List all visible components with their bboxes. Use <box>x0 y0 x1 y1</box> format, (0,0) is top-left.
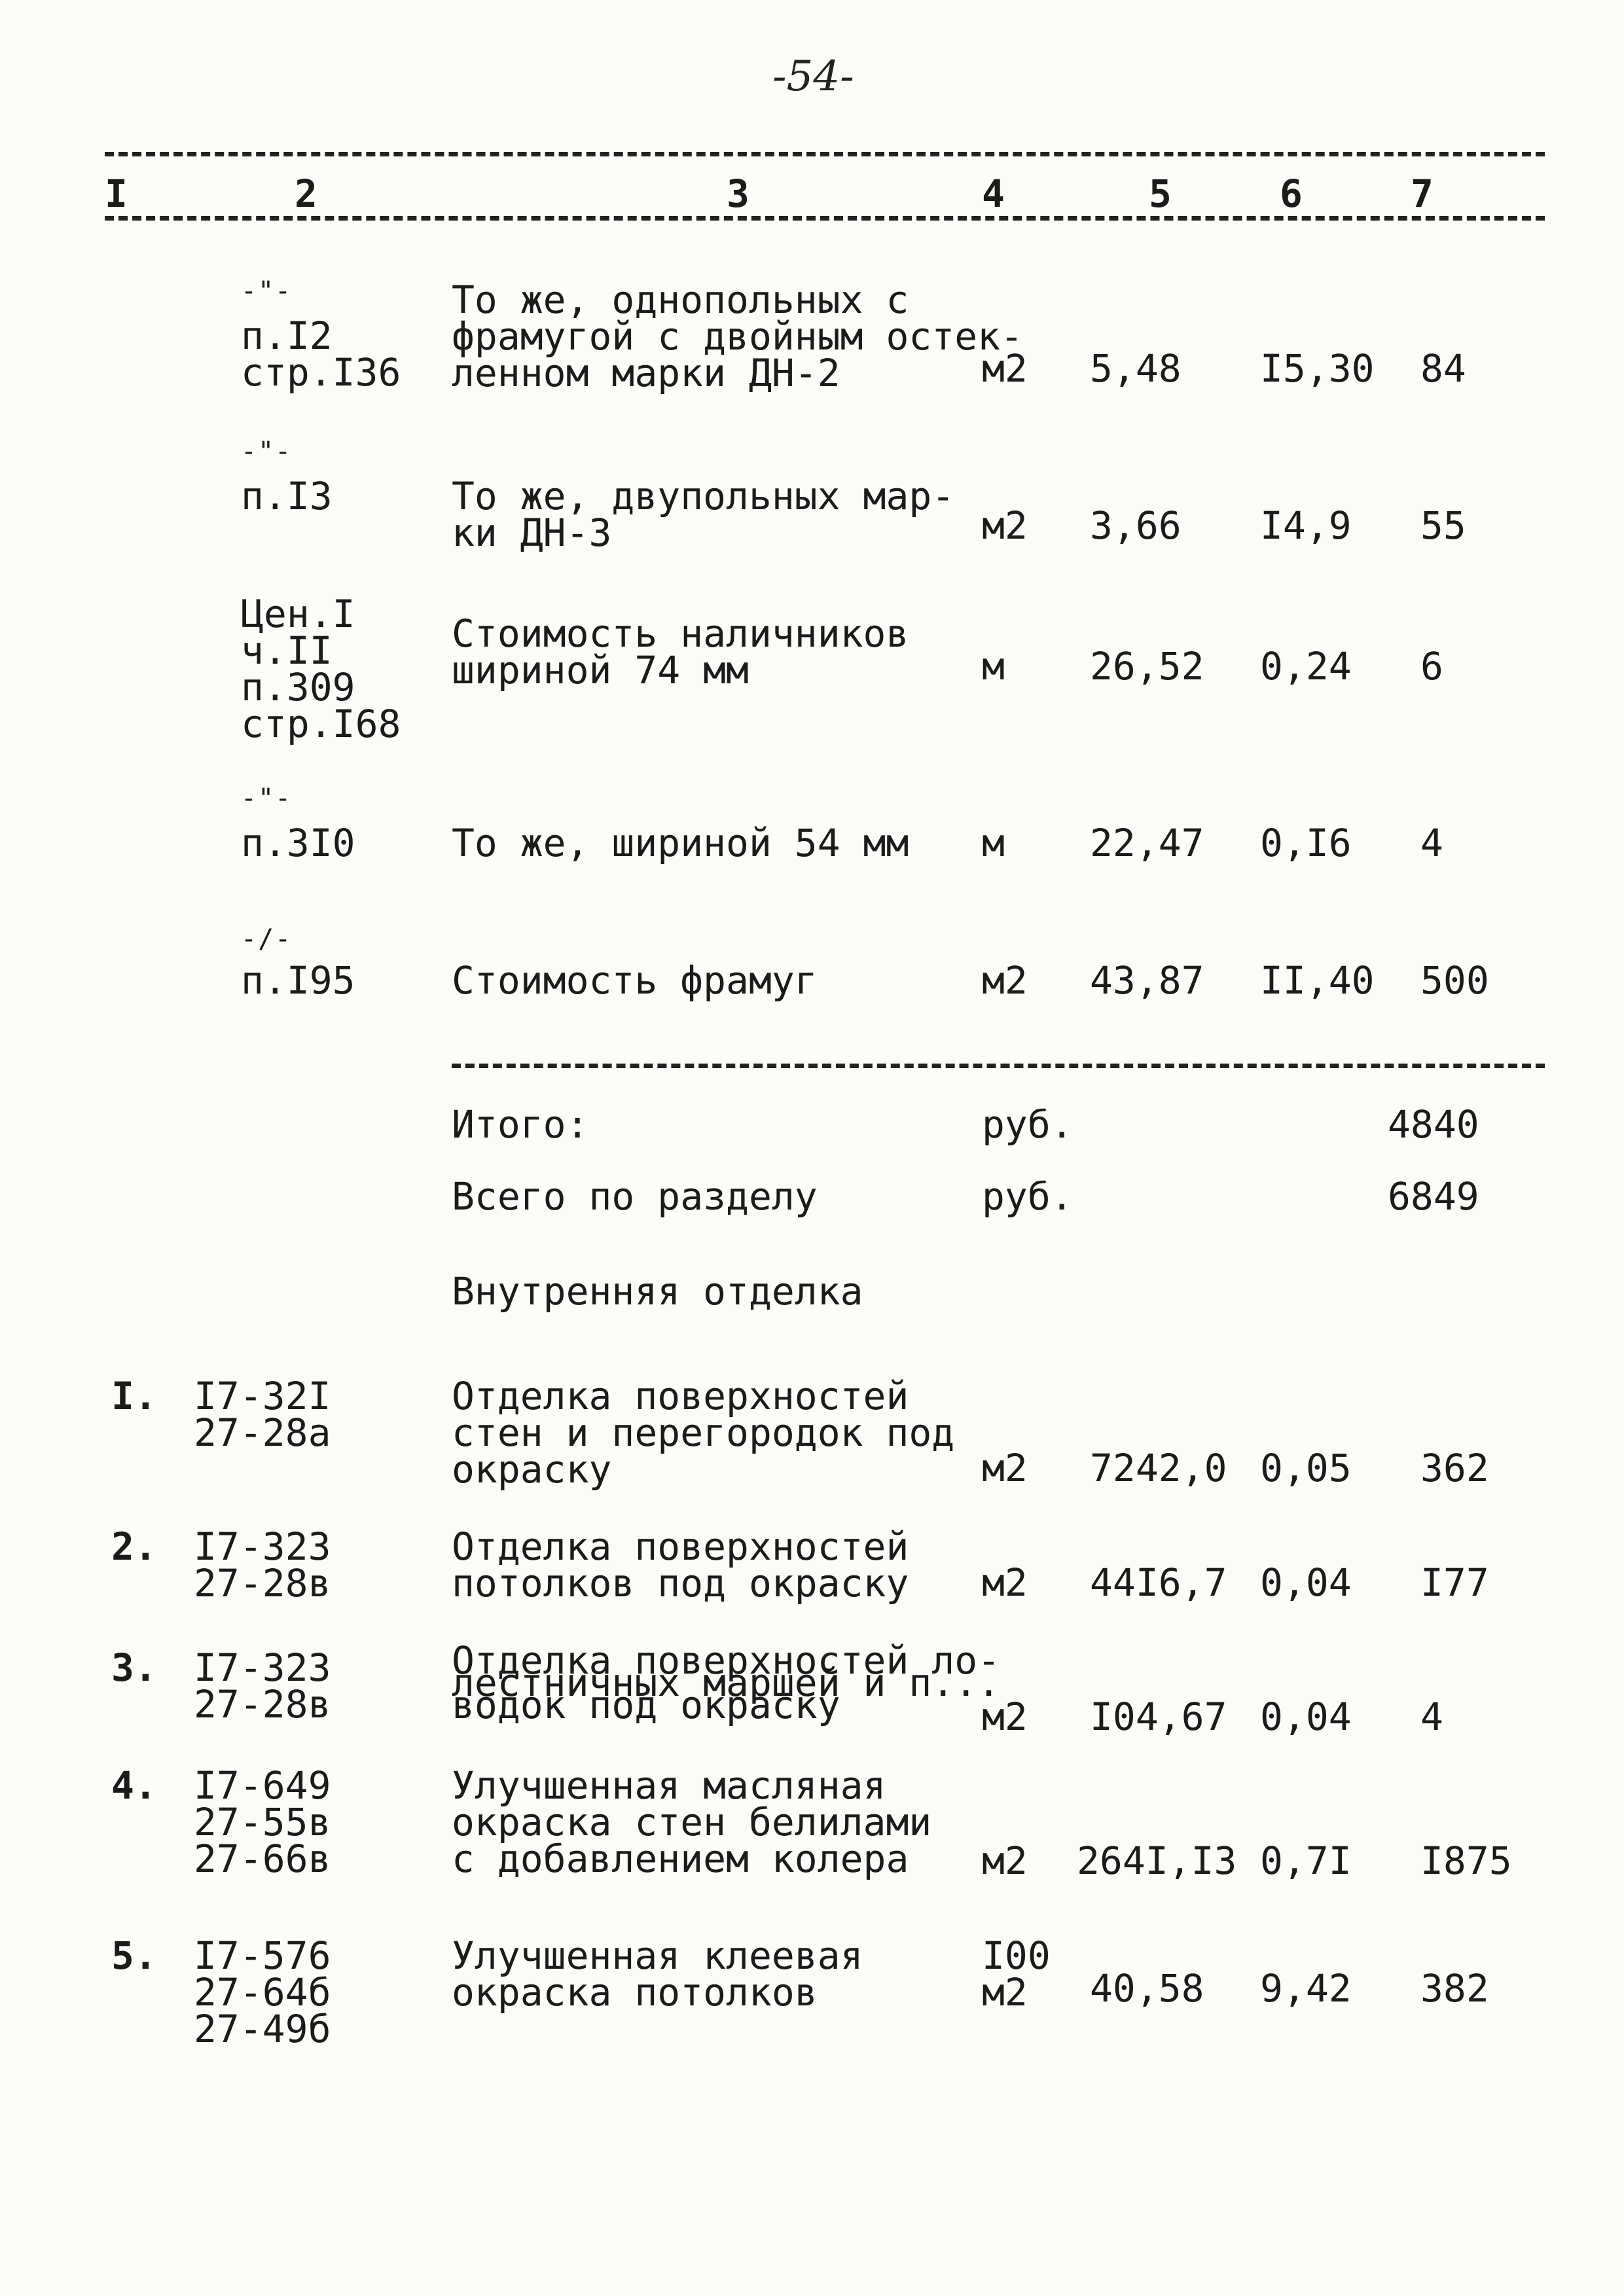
item-total: 382 <box>1420 1966 1489 2011</box>
item-unit: м2 <box>982 1695 1028 1739</box>
row-total: 4 <box>1420 821 1443 865</box>
row-total: 500 <box>1420 958 1489 1003</box>
item-price: 9,42 <box>1260 1966 1352 2011</box>
item-qty: 40,58 <box>1090 1966 1204 2011</box>
item-total: 362 <box>1420 1446 1489 1490</box>
item-total: 4 <box>1420 1695 1443 1739</box>
item-number: I. <box>111 1374 157 1418</box>
item-qty: 264I,I3 <box>1077 1839 1237 1883</box>
row-unit: м2 <box>982 503 1028 548</box>
section-total-label: Всего по разделу <box>452 1174 818 1219</box>
row-qty: 3,66 <box>1090 503 1182 548</box>
row-desc: То же, однопольных с фрамугой с двойным остек- ленном марки ДН-2 <box>452 278 1023 395</box>
row-total: 6 <box>1420 644 1443 689</box>
item-codes: I7-323 27-28в <box>194 1524 331 1605</box>
ditto-mark: -/- <box>241 924 293 954</box>
header-col-3: 3 <box>727 171 749 216</box>
header-col-1: I <box>105 171 128 216</box>
row-price: 0,24 <box>1260 644 1352 689</box>
ditto-mark: -"- <box>241 276 293 306</box>
item-number: 2. <box>111 1524 157 1569</box>
row-price: 0,I6 <box>1260 821 1352 865</box>
item-number: 4. <box>111 1763 157 1808</box>
item-unit: м2 <box>982 1839 1028 1883</box>
row-desc: То же, шириной 54 мм <box>452 821 909 865</box>
row-qty: 26,52 <box>1090 644 1204 689</box>
row-price: I5,30 <box>1260 346 1375 391</box>
totals-rule <box>452 1064 1545 1068</box>
row-ref: п.I2 стр.I36 <box>241 314 401 395</box>
row-ref: п.I3 <box>241 474 333 518</box>
row-desc: Стоимость наличников шириной 74 мм <box>452 611 909 692</box>
row-unit: м <box>982 821 1005 865</box>
row-ref: п.I95 <box>241 958 355 1003</box>
total-value: 4840 <box>1388 1102 1479 1147</box>
row-desc: Стоимость фрамуг <box>452 958 818 1003</box>
item-unit: м2 <box>982 1446 1028 1490</box>
row-ref: п.3I0 <box>241 821 355 865</box>
page-number: -54- <box>772 52 854 101</box>
header-col-4: 4 <box>982 171 1005 216</box>
item-total: I77 <box>1420 1560 1489 1605</box>
item-price: 0,05 <box>1260 1446 1352 1490</box>
row-total: 84 <box>1420 346 1466 391</box>
item-codes: I7-576 27-64б 27-49б <box>194 1933 331 2051</box>
item-qty: 44I6,7 <box>1090 1560 1227 1605</box>
section-total-unit: руб. <box>982 1174 1074 1219</box>
header-col-5: 5 <box>1149 171 1172 216</box>
section-title: Внутренняя отделка <box>452 1269 863 1314</box>
total-label: Итого: <box>452 1102 589 1147</box>
row-ref: Цен.I ч.II п.309 стр.I68 <box>241 592 401 746</box>
header-col-7: 7 <box>1411 171 1434 216</box>
row-price: II,40 <box>1260 958 1375 1003</box>
row-qty: 5,48 <box>1090 346 1182 391</box>
row-price: I4,9 <box>1260 503 1352 548</box>
item-unit: I00 м2 <box>982 1933 1051 2015</box>
item-desc: Улучшенная масляная окраска стен белилами с добавлением колера <box>452 1763 932 1881</box>
total-unit: руб. <box>982 1102 1074 1147</box>
ditto-mark: -"- <box>241 783 293 814</box>
section-total-value: 6849 <box>1388 1174 1479 1219</box>
header-rule-top <box>105 152 1545 156</box>
item-number: 3. <box>111 1645 157 1690</box>
item-price: 0,7I <box>1260 1839 1352 1883</box>
item-desc: Отделка поверхностей потолков под окраску <box>452 1524 909 1605</box>
row-qty: 22,47 <box>1090 821 1204 865</box>
header-rule-bottom <box>105 216 1545 221</box>
row-desc: То же, двупольных мар- ки ДН-3 <box>452 474 955 555</box>
item-price: 0,04 <box>1260 1560 1352 1605</box>
item-price: 0,04 <box>1260 1695 1352 1739</box>
row-total: 55 <box>1420 503 1466 548</box>
item-qty: 7242,0 <box>1090 1446 1227 1490</box>
ditto-mark: -"- <box>241 437 293 467</box>
item-unit: м2 <box>982 1560 1028 1605</box>
header-col-2: 2 <box>295 171 317 216</box>
header-col-6: 6 <box>1280 171 1303 216</box>
item-desc: Отделка поверхностей ло- лестничных маршей и п... водок под окраску <box>452 1638 1001 1727</box>
row-unit: м2 <box>982 346 1028 391</box>
row-unit: м <box>982 644 1005 689</box>
item-qty: I04,67 <box>1090 1695 1227 1739</box>
item-desc: Отделка поверхностей стен и перегородок под окраску <box>452 1374 955 1492</box>
row-qty: 43,87 <box>1090 958 1204 1003</box>
item-codes: I7-323 27-28в <box>194 1645 331 1727</box>
item-codes: I7-32I 27-28а <box>194 1374 331 1455</box>
row-unit: м2 <box>982 958 1028 1003</box>
item-total: I875 <box>1420 1839 1512 1883</box>
item-desc: Улучшенная клеевая окраска потолков <box>452 1933 863 2015</box>
item-codes: I7-649 27-55в 27-66в <box>194 1763 331 1881</box>
item-number: 5. <box>111 1933 157 1978</box>
